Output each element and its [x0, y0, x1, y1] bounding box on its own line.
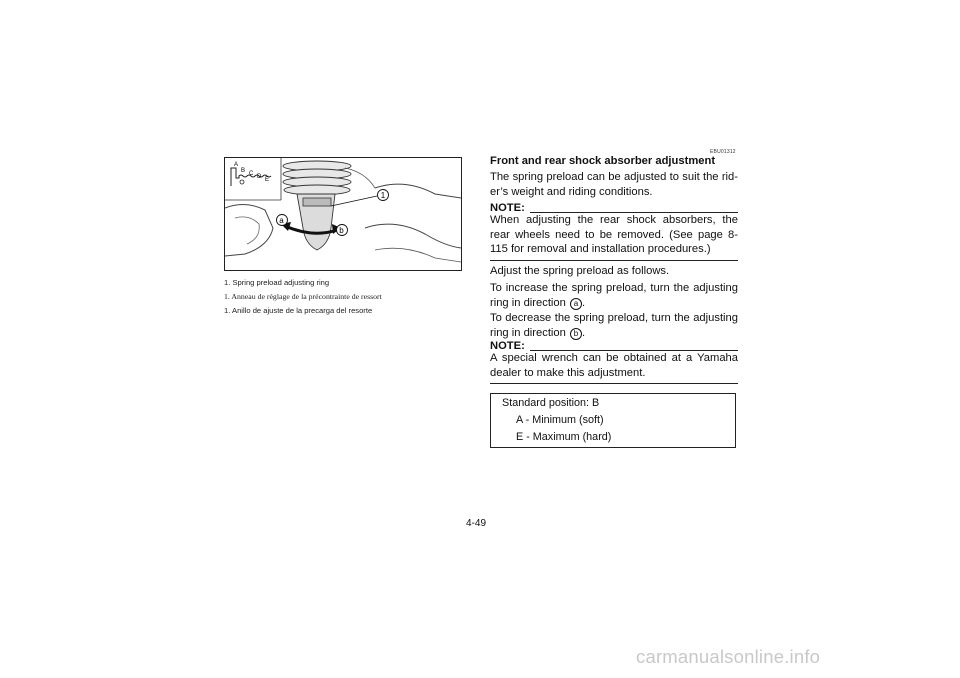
section-title: Front and rear shock absorber adjustment — [490, 155, 716, 167]
svg-text:1: 1 — [380, 191, 386, 200]
document-code: EBU01312 — [710, 149, 736, 155]
standard-position-box — [490, 393, 736, 448]
direction-a-marker: a — [570, 298, 582, 310]
maximum-position: E - Maximum (hard) — [516, 431, 612, 443]
note-label: NOTE: — [490, 202, 525, 214]
shock-absorber-illustration — [224, 157, 462, 271]
position-scale-inset — [225, 158, 281, 200]
page-number: 4-49 — [466, 518, 487, 529]
svg-text:a: a — [279, 216, 284, 225]
spring-coils — [283, 161, 351, 195]
intro-paragraph: The spring preload can be adjusted to suit the rid-er’s weight and riding conditions. — [490, 171, 738, 198]
note-label: NOTE: — [490, 340, 525, 352]
direction-b-marker: b — [570, 328, 582, 340]
callout-b — [337, 225, 348, 236]
watermark: carmanualsonline.info — [636, 646, 821, 667]
caption-french: 1. Anneau de réglage de la précontrainte de ressort — [224, 292, 382, 301]
note-1-end-rule — [490, 260, 738, 261]
scale-letter-c: C — [249, 171, 254, 177]
increase-instruction: To increase the spring preload, turn the adjusting ring in direction a . — [490, 282, 738, 309]
note-1-text: When adjusting the rear shock absorbers, the rear wheels need to be removed. (See page 8-115 for removal and installation procedures.) — [490, 214, 738, 255]
callout-a — [277, 215, 288, 226]
scale-letter-d: D — [257, 174, 262, 180]
svg-text:b: b — [339, 226, 344, 235]
scale-letter-b: B — [241, 168, 246, 174]
adjust-instruction: Adjust the spring preload as follows. — [490, 265, 670, 277]
note-2-text: A special wrench can be obtained at a Yamaha dealer to make this adjustment. — [490, 352, 738, 379]
scale-letter-a: A — [234, 162, 239, 168]
callout-1 — [378, 190, 389, 201]
minimum-position: A - Minimum (soft) — [516, 414, 604, 426]
standard-position: Standard position: B — [502, 397, 600, 409]
scale-letter-e: E — [265, 177, 270, 183]
caption-spanish: 1. Anillo de ajuste de la precarga del resorte — [224, 306, 373, 315]
note-2-end-rule — [490, 383, 738, 384]
caption-english: 1. Spring preload adjusting ring — [224, 278, 330, 287]
decrease-instruction: To decrease the spring preload, turn the adjusting ring in direction b . — [490, 312, 738, 339]
